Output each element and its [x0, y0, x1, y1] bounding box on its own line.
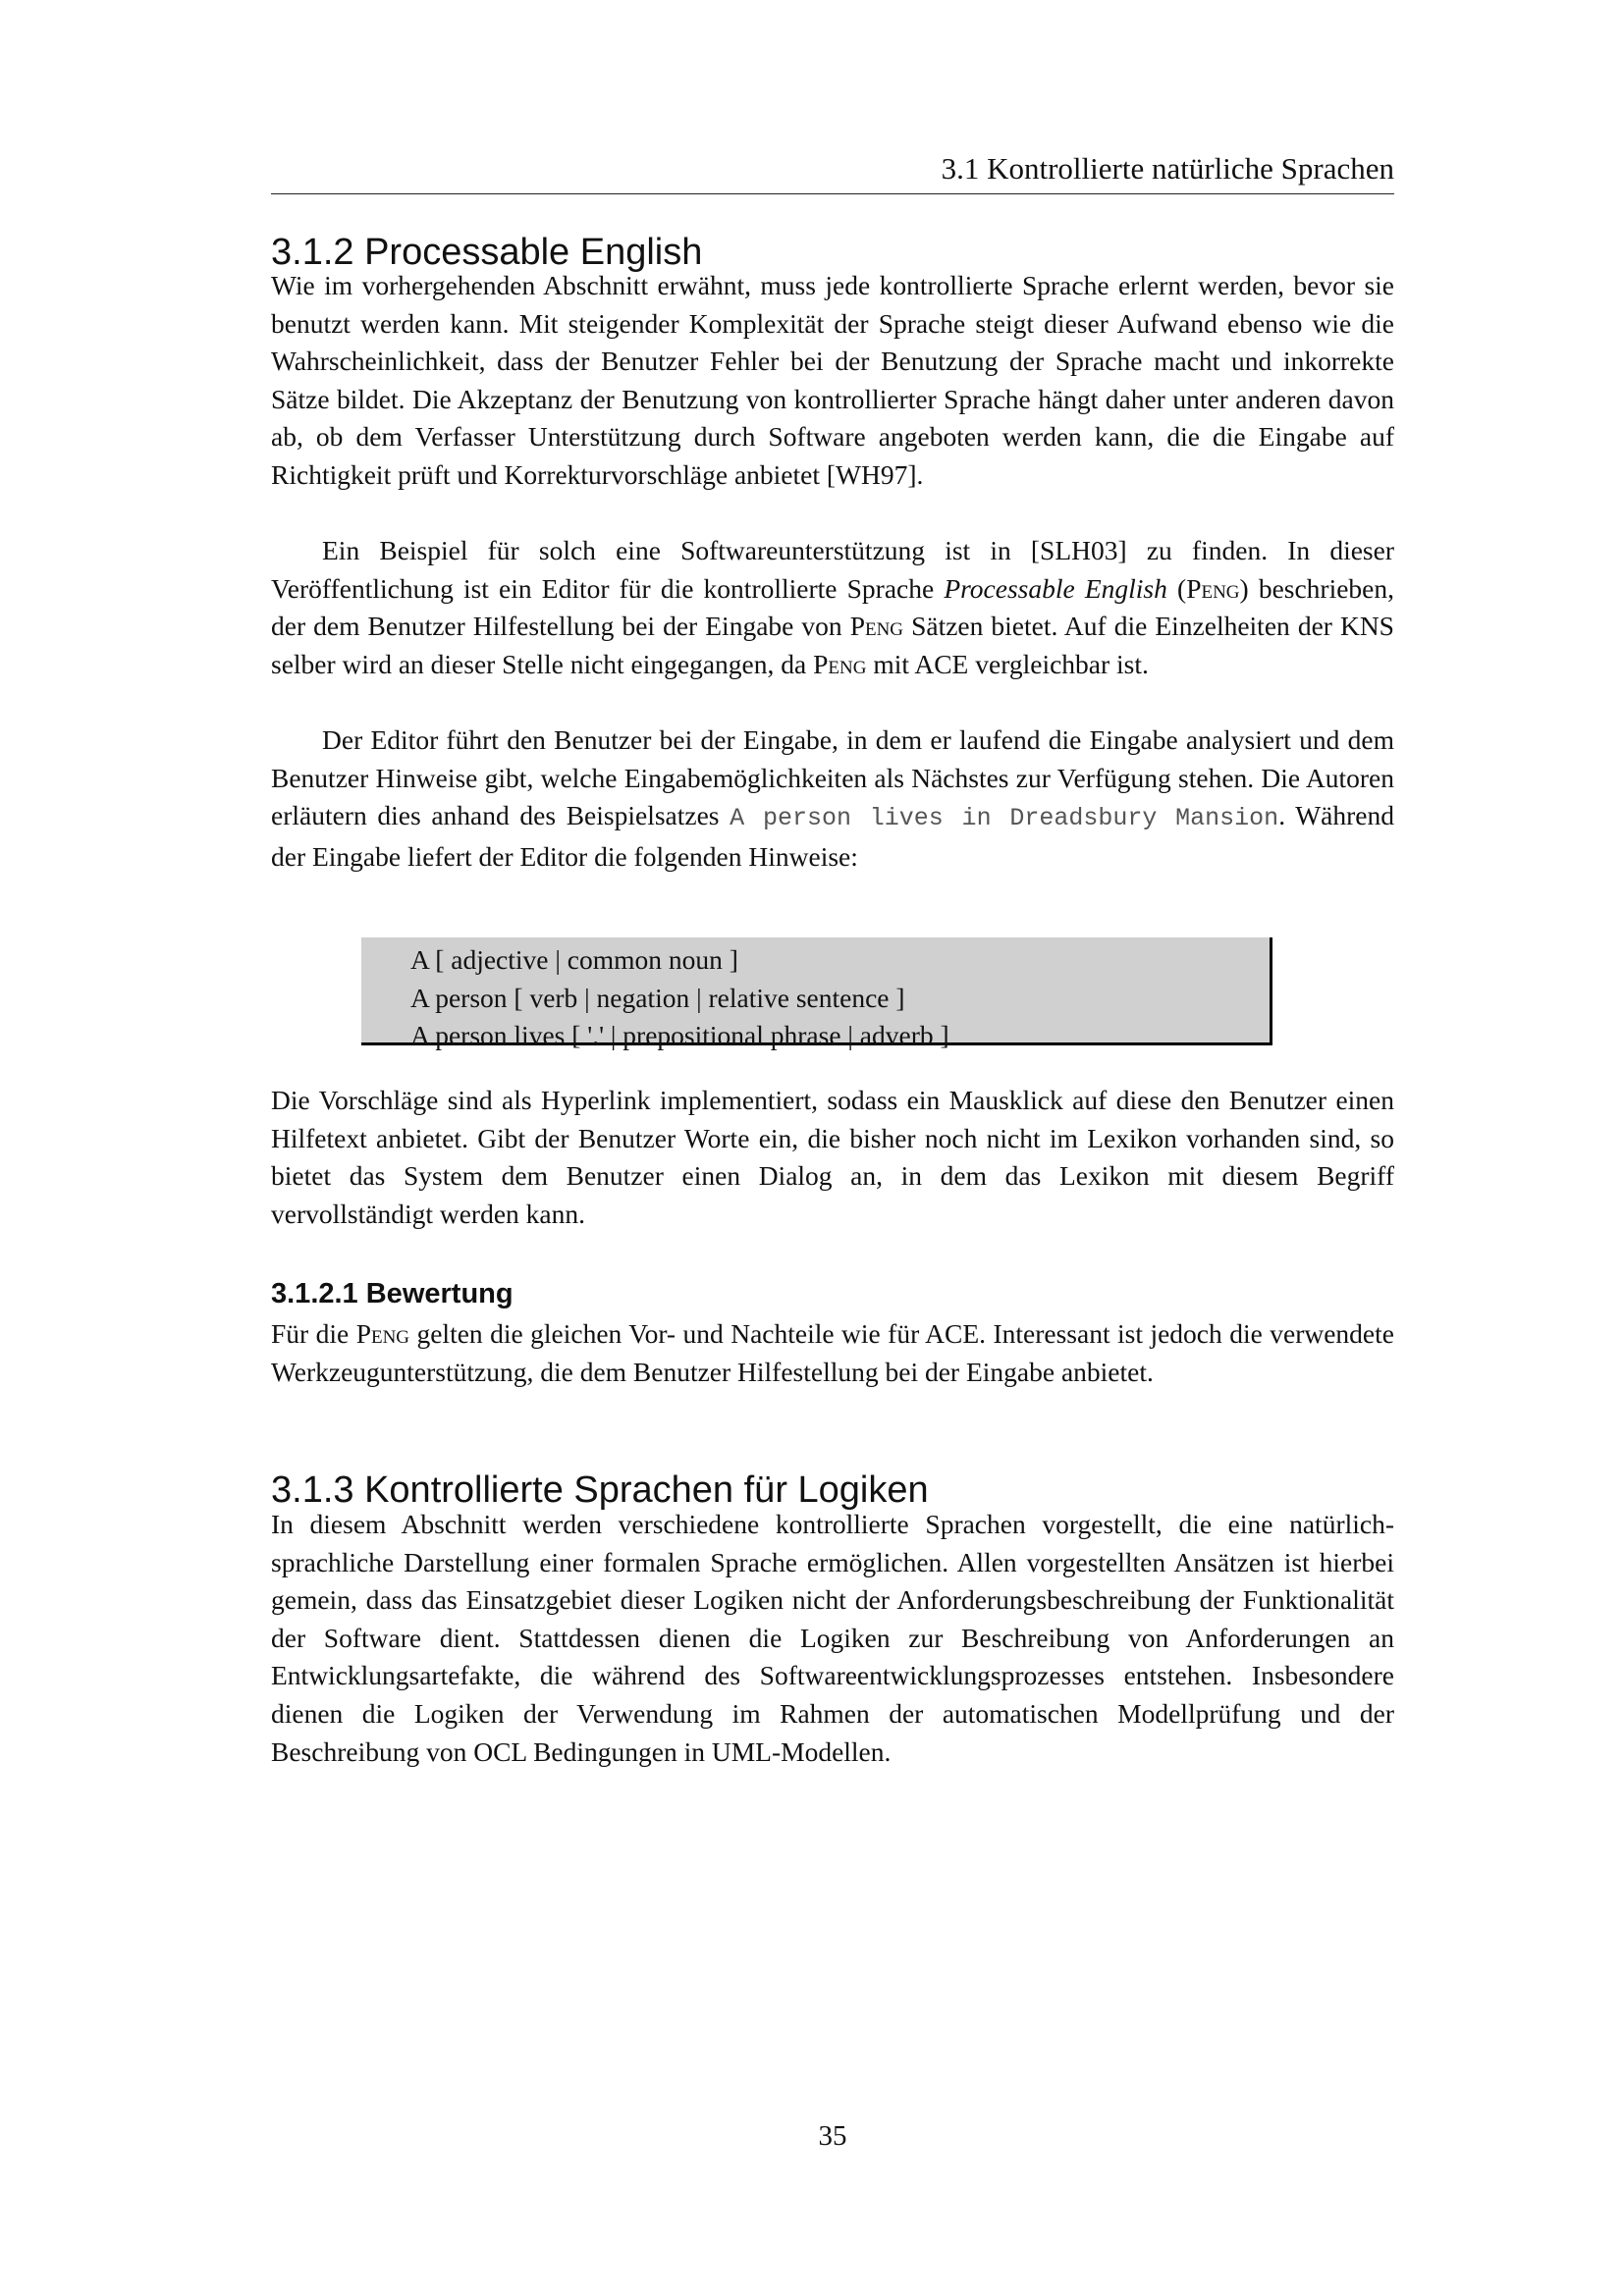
paragraph-logiken: In diesem Abschnitt werden verschiedene kontrollierte Sprachen vorgestellt, die eine natürlich-sprachliche Darstellung einer formalen Sprache ermöglichen. Allen vorgestellten Ansätzen ist hierbei gemein, dass das Einsatzgebiet dieser Logiken nicht der Anforderungsbeschreibung der Funktionalität der Software dient. Stattdessen dienen die Logiken zur Beschreibung von Anforderungen an Entwicklungsartefakte, die während des Softwareentwicklungsprozesses entstehen. Insbesondere dienen die Logiken der Verwendung im Rahmen der automatischen Modellprüfung und der Beschreibung von OCL Bedingungen in UML-Modellen.	[271, 1509, 1394, 1767]
abbr-peng: Peng	[849, 611, 904, 642]
paragraph-hyperlinks: Die Vorschläge sind als Hyperlink implementiert, sodass ein Mausklick auf diese den Benutzer einen Hilfetext anbietet. Gibt der Benutzer Worte ein, die bisher noch nicht im Lexikon vorhanden sind, so bietet das System dem Benutzer einen Dialog an, in dem das Lexikon mit diesem Begriff vervollständigt werden kann.	[271, 1085, 1394, 1229]
paragraph-software-support: Ein Beispiel für solch eine Softwareunterstützung ist in [SLH03] zu finden. In dieser Veröffentlichung ist ein Editor für die kontrollierte Sprache Processable English (Peng) beschrieben, der dem Benutzer Hilfestellung bei der Eingabe von Peng Sätzen bietet. Auf die Einzelheiten der KNS selber wird an dieser Stelle nicht eingegangen, da Peng mit ACE vergleichbar ist.	[271, 535, 1395, 679]
hint-line: A person [ verb | negation | relative sentence ]	[410, 982, 905, 1013]
page-number: 35	[818, 2120, 847, 2152]
paragraph-intro: Wie im vorhergehenden Abschnitt erwähnt, muss jede kontrollierte Sprache erlernt werden, bevor sie benutzt werden kann. Mit steigender Komplexität der Sprache steigt dieser Aufwand ebenso wie die Wahrscheinlichkeit, dass der Benutzer Fehler bei der Benutzung der Sprache macht und inkorrekte Sätze bildet. Die Akzeptanz der Benutzung von kontrollierter Sprache hängt daher unter anderen davon ab, ob dem Verfasser Unterstützung durch Software angeboten werden kann, die die Eingabe auf Richtigkeit prüft und Korrekturvorschläge anbietet [WH97].	[271, 270, 1394, 490]
paragraph-editor: Der Editor führt den Benutzer bei der Eingabe, in dem er laufend die Eingabe analysiert und dem Benutzer Hinweise gibt, welche Eingabemöglichkeiten als Nächstes zur Verfügung stehen. Die Autoren erläutern dies anhand des Beispielsatzes A person lives in Dreadsbury Mansion. Während der Eingabe liefert der Editor die folgenden Hinweise:	[271, 724, 1394, 872]
section-heading-3-1-2: 3.1.2 Processable English	[271, 232, 703, 273]
running-header: 3.1 Kontrollierte natürliche Sprachen	[941, 151, 1394, 186]
header-rule	[271, 193, 1394, 194]
hint-line: A person lives [ '.' | prepositional phrase | adverb ]	[410, 1020, 949, 1051]
abbr-peng: Peng	[1186, 572, 1240, 604]
language-name: Processable English	[944, 572, 1167, 604]
abbr-peng: Peng	[813, 648, 867, 679]
example-sentence: A person lives in Dreadsbury Mansion	[730, 804, 1279, 833]
section-heading-3-1-2-1: 3.1.2.1 Bewertung	[271, 1278, 514, 1309]
section-heading-3-1-3: 3.1.3 Kontrollierte Sprachen für Logiken	[271, 1469, 929, 1511]
abbr-peng: Peng	[355, 1318, 410, 1349]
editor-hints-box	[361, 937, 1272, 1051]
paragraph-bewertung: Für die Peng gelten die gleichen Vor- und Nachteile wie für ACE. Interessant ist jedoch die verwendete Werkzeugunterstützung, die dem Benutzer Hilfestellung bei der Eingabe anbietet.	[271, 1318, 1394, 1387]
hint-line: A [ adjective | common noun ]	[410, 944, 738, 975]
